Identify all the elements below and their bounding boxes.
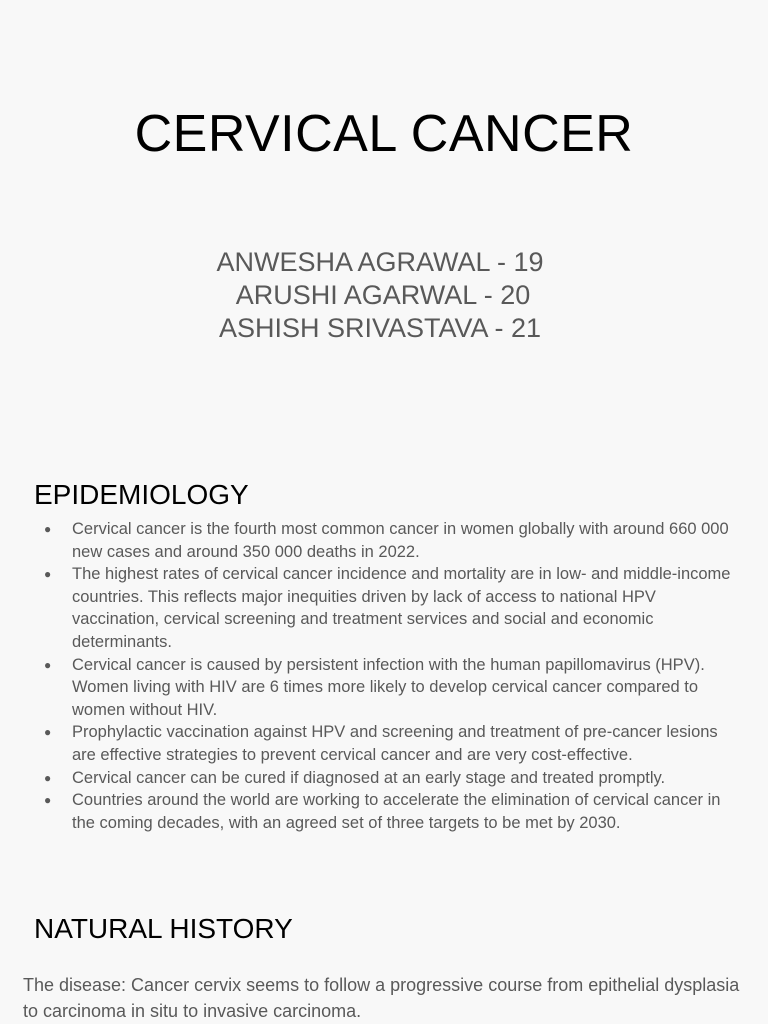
list-item-text: Prophylactic vaccination against HPV and screening and treatment of pre-cancer lesions are effective strategies to prevent cervical cancer and are very cost-effective. xyxy=(72,723,718,764)
natural-history-text: The disease: Cancer cervix seems to follow a progressive course from epithelial dysplasia to carcinoma in situ to invasive carcinoma. xyxy=(23,975,740,1021)
author-list xyxy=(0,246,760,345)
list-item-text: Cervical cancer can be cured if diagnosed at an early stage and treated promptly. xyxy=(72,768,666,787)
list-item xyxy=(44,721,744,766)
list-item xyxy=(44,767,744,790)
list-item xyxy=(44,789,744,834)
bullet-icon: ● xyxy=(44,793,52,808)
bullet-icon: ● xyxy=(44,770,52,785)
bullet-icon: ● xyxy=(44,567,52,582)
list-item xyxy=(44,654,744,722)
author-line: ASHISH SRIVASTAVA - 21 xyxy=(218,313,542,343)
list-item-text: Cervical cancer is caused by persistent infection with the human papillomavirus (HPV). Women living with HIV are 6 times more likely to develop cervical cancer compared to women without HIV. xyxy=(72,655,705,719)
epidemiology-heading: EPIDEMIOLOGY xyxy=(34,479,249,510)
bullet-icon: ● xyxy=(44,522,52,536)
bullet-icon: ● xyxy=(44,657,52,672)
list-item xyxy=(44,518,744,563)
list-item-text: The highest rates of cervical cancer incidence and mortality are in low- and middle-income countries. This reflects major inequities driven by lack of access to national HPV vaccination, cervical screening and treatment services and social and economic determinants. xyxy=(72,565,731,651)
list-item xyxy=(44,563,744,653)
author-line: ANWESHA AGRAWAL - 19 xyxy=(216,247,544,277)
epidemiology-list xyxy=(44,518,744,834)
list-item-text: Countries around the world are working to accelerate the elimination of cervical cancer in the coming decades, with an agreed set of three targets to be met by 2030. xyxy=(72,791,721,832)
natural-history-heading: NATURAL HISTORY xyxy=(34,913,293,944)
bullet-icon: ● xyxy=(44,725,52,740)
list-item-text: Cervical cancer is the fourth most common cancer in women globally with around 660 000 new cases and around 350 000 deaths in 2022. xyxy=(72,520,729,561)
document-title: CERVICAL CANCER xyxy=(134,105,634,163)
author-line: ARUSHI AGARWAL - 20 xyxy=(229,280,531,310)
